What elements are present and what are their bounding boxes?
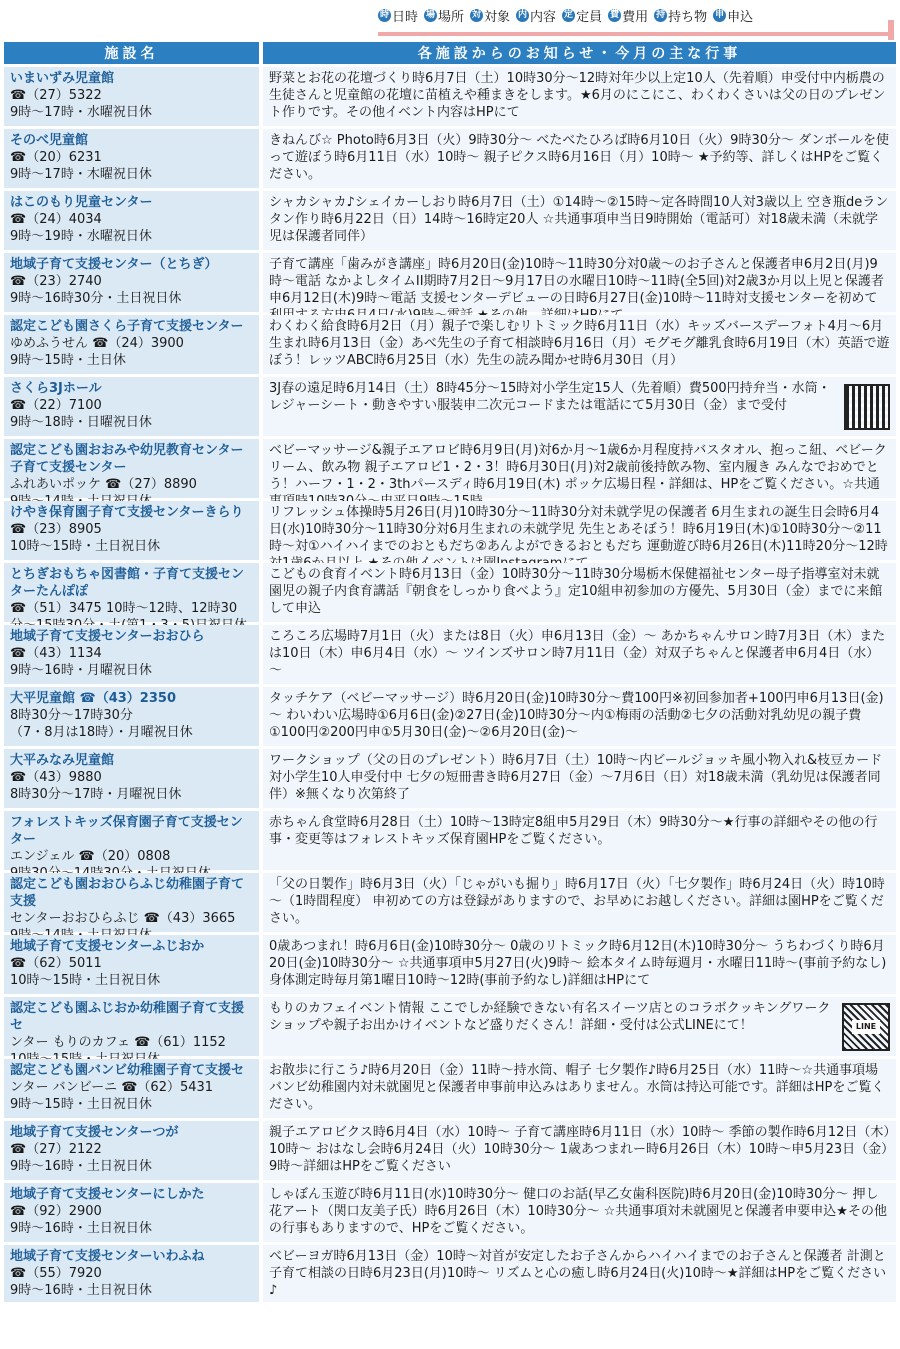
notice-text: 「父の日製作」時6月3日（火）「じゃがいも掘り」時6月17日（火）「七夕製作」時6月24日（火）時10時～（1時間程度） 申初めての方は登録がありますので、お早めにお越しください。詳細は園HPをご覧ください。 <box>269 877 885 926</box>
legend-label: 日時 <box>392 10 419 25</box>
facility-info-line: 9時～16時・土日祝日休 <box>10 1159 152 1174</box>
facility-cell <box>4 563 259 622</box>
facility-info-line: ☎（51）3475 10時～12時、12時30 <box>10 601 238 616</box>
facility-info-line: ☎（22）7100 <box>10 398 102 413</box>
facility-info-line: 8時30分～17時・月曜祝日休 <box>10 787 182 802</box>
facility-name: 地域子育て支援センターふじおか <box>10 939 205 954</box>
table-row <box>4 749 896 808</box>
facility-info-line: ☎（20）6231 <box>10 150 102 165</box>
table-row <box>4 873 896 932</box>
notice-cell <box>263 439 896 498</box>
facility-cell <box>4 1183 259 1242</box>
table-row <box>4 1245 896 1302</box>
table-row <box>4 1183 896 1242</box>
facility-name: 大平児童館 ☎（43）2350 <box>10 691 176 706</box>
facility-info-line: 9時～16時・土日祝日休 <box>10 1283 152 1298</box>
qr-code-icon[interactable] <box>844 384 890 430</box>
facility-name: 認定こども園バンビ幼稚園子育て支援セ <box>10 1063 245 1078</box>
legend-badge-icon: 時 <box>379 10 389 20</box>
legend-badge-icon: 定 <box>564 10 574 20</box>
facility-info-line: センターおおひらふじ ☎（43）3665 <box>10 911 236 926</box>
table-row <box>4 129 896 188</box>
facility-cell <box>4 315 259 374</box>
notice-cell <box>263 191 896 250</box>
facility-table <box>4 42 896 1305</box>
facility-info-line: ☎（23）2740 <box>10 274 102 289</box>
facility-cell <box>4 749 259 808</box>
table-row <box>4 1121 896 1180</box>
facility-info-line: ☎（24）4034 <box>10 212 102 227</box>
facility-info-line: ☎（27）5322 <box>10 88 102 103</box>
table-row <box>4 191 896 250</box>
legend-label: 持ち物 <box>668 10 708 25</box>
facility-name: とちぎおもちゃ図書館・子育て支援センターたんぽぽ <box>10 567 245 599</box>
facility-info-line: 9時～18時・日曜祝日休 <box>10 415 152 430</box>
facility-info-line: ゆめふうせん ☎（24）3900 <box>10 336 184 351</box>
facility-info-line: 10時～15時・土日祝日休 <box>10 539 161 554</box>
table-row <box>4 811 896 870</box>
facility-info-line: ンター もりのカフェ ☎（61）1152 <box>10 1035 226 1050</box>
table-row <box>4 315 896 374</box>
notice-text: シャカシャカ♪シェイカーしおり時6月7日（土）①14時～②15時～定各時間10人対3歳以上 空き瓶deランタン作り時6月22日（日）14時～16時定20人 ☆共通事項申当日9時開始（電話可）対18歳未満（未就学児は保護者同伴） <box>269 195 889 244</box>
facility-name: 認定こども園さくら子育て支援センター <box>10 319 244 334</box>
legend-label: 内容 <box>530 10 557 25</box>
legend-item <box>516 6 556 25</box>
facility-info-line: 9時～16時・月曜祝日休 <box>10 663 152 678</box>
legend-item <box>470 6 510 25</box>
facility-cell <box>4 253 259 312</box>
facility-info-line: ☎（55）7920 <box>10 1266 102 1281</box>
facility-cell <box>4 687 259 746</box>
notice-cell <box>263 129 896 188</box>
notice-text: 赤ちゃん食堂時6月28日（土）10時～13時定8組申5月29日（木）9時30分～★行事の詳細やその他の行事・変更等はフォレストキッズ保育園HPをご覧ください。 <box>269 815 878 847</box>
legend-label: 申込 <box>727 10 754 25</box>
facility-name: 地域子育て支援センターいわふね <box>10 1249 205 1264</box>
facility-cell <box>4 129 259 188</box>
legend-badge-icon: 持 <box>656 10 666 20</box>
facility-info-line: 9時～19時・水曜祝日休 <box>10 229 152 244</box>
legend-item <box>424 6 464 25</box>
notice-cell <box>263 1183 896 1242</box>
facility-info-line: ふれあいポッケ ☎（27）8890 <box>10 477 197 492</box>
table-row <box>4 67 896 126</box>
facility-column-header: 施設名 <box>4 42 259 64</box>
facility-cell <box>4 191 259 250</box>
facility-info-line: 9時～15時・土日祝日休 <box>10 1097 152 1112</box>
notice-text: ベビーマッサージ&親子エアロビ時6月9日(月)対6か月～1歳6か月程度持バスタオル、抱っこ紐、ベビークリーム、飲み物 親子エアロビ1・2・3！時6月30日(月)対2歳前後持飲み物、室内履き みんなでおめでとう！ハーフ・1・2・3thパースディ時6月19日(木) ポッケ広場日程・詳細は、HPをご覧ください。☆共通 <box>269 443 887 492</box>
notice-cell <box>263 1245 896 1302</box>
table-row <box>4 935 896 994</box>
legend-label: 費用 <box>622 10 649 25</box>
facility-info-line: ンター バンビーニ ☎（62）5431 <box>10 1080 214 1095</box>
legend-label: 定員 <box>576 10 603 25</box>
table-row <box>4 687 896 746</box>
notice-text: 子育て講座「歯みがき講座」時6月20日(金)10時～11時30分対0歳～のお子さんと保護者申6月2日(月)9時～電話 なかよしタイムII期時7月2日～9月17日の水曜日10時～11時(全5回)対2歳3か月以上児と保護者申6月12日(木)9時～電話 支援センターデビューの日時6月27日(金)10時～11時対支援センターを初めて <box>269 257 884 306</box>
legend-item <box>654 6 707 25</box>
notice-text: しゃぼん玉遊び時6月11日(水)10時30分～ 健口のお話(早乙女歯科医院)時6月20日(金)10時30分～ 押し花アート（関口友美子氏）時6月26日（木）10時30分～ ☆共通事項対未就園児と保護者申要申込★その他の行事もありますので、HPをご覧ください。 <box>269 1187 887 1236</box>
facility-cell <box>4 377 259 436</box>
facility-info-line: ☎（43）1134 <box>10 646 102 661</box>
facility-info-line: ☎（62）5011 <box>10 956 102 971</box>
notice-cell <box>263 935 896 994</box>
facility-name: 地域子育て支援センターにしかた <box>10 1187 205 1202</box>
legend-badge-icon: 内 <box>518 10 528 20</box>
legend-badge-icon: 対 <box>472 10 482 20</box>
facility-name: はこのもり児童センター <box>10 195 153 210</box>
notice-text: お散歩に行こう♪時6月20日（金）11時～持水筒、帽子 七夕製作♪時6月25日（水）11時～☆共通事項場バンビ幼稚園内対未就園児と保護者申事前申込みはありません。水筒は持込可能です。詳細はHPをご覧ください。 <box>269 1063 885 1112</box>
facility-info-line: ☎（27）2122 <box>10 1142 102 1157</box>
table-row <box>4 625 896 684</box>
facility-name: 地域子育て支援センターつが <box>10 1125 179 1140</box>
facility-info-line: 8時30分～17時30分 <box>10 708 133 723</box>
facility-cell <box>4 811 259 870</box>
notice-cell <box>263 1059 896 1118</box>
table-row <box>4 439 896 498</box>
notice-cell <box>263 625 896 684</box>
legend <box>378 6 888 36</box>
legend-item <box>562 6 602 25</box>
facility-name: 大平みなみ児童館 <box>10 753 115 768</box>
notice-cell <box>263 501 896 560</box>
legend-label: 場所 <box>438 10 465 25</box>
notice-text: もりのカフェイベント情報 ここでしか経験できない有名スイーツ店とのコラボクッキングワークショップや親子お出かけイベントなど盛りだくさん！詳細・受付は公式LINEにて！ <box>269 1001 831 1033</box>
notice-text: こどもの食育イベント時6月13日（金）10時30分～11時30分場栃木保健福祉センター母子指導室対未就園児の親子内食育講話『朝食をしっかり食べよう』定10組申初参加の方優先、5月30日（金）までに来館して申込 <box>269 567 883 616</box>
legend-item <box>608 6 648 25</box>
facility-name: 地域子育て支援センターおおひら <box>10 629 205 644</box>
notice-text: わくわく給食時6月2日（月）親子で楽しむリトミック時6月11日（水）キッズバースデーフォト4月～6月生まれ時6月13日（金）あべ先生の子育て相談時6月16日（月）モグモグ離乳食時6月19日（木）英語で遊ぼう！レッツABC時6月25日（水）先生の読み聞かせ時6月30日（月） <box>269 319 890 368</box>
facility-info-line: ☎（43）9880 <box>10 770 102 785</box>
facility-info-line: 9時～16時・土日祝日休 <box>10 1221 152 1236</box>
facility-info-line: 9時～17時・水曜祝日休 <box>10 105 152 120</box>
facility-cell <box>4 625 259 684</box>
notice-cell <box>263 997 896 1056</box>
table-header <box>4 42 896 64</box>
notice-cell <box>263 563 896 622</box>
facility-info-line: （7・8月は18時）・月曜祝日休 <box>10 725 193 740</box>
notice-cell <box>263 377 896 436</box>
legend-item <box>713 6 753 25</box>
line-qr-code-icon[interactable]: LINE <box>842 1003 890 1051</box>
notice-cell <box>263 749 896 808</box>
table-row <box>4 253 896 312</box>
notice-cell <box>263 687 896 746</box>
facility-cell <box>4 501 259 560</box>
notice-text: ころころ広場時7月1日（火）または8日（火）申6月13日（金）～ あかちゃんサロン時7月3日（木）または10日（木）申6月4日（水）～ ツインズサロン時7月11日（金）対双子ちゃんと保護者申6月4日（水）～ <box>269 629 886 678</box>
notice-text: 0歳あつまれ！時6月6日(金)10時30分～ 0歳のリトミック時6月12日(木)10時30分～ うちわづくり時6月20日(金)10時30分～ ☆共通事項申5月27日(火)9時～ 絵本タイム時毎週月・水曜日11時～(事前予約なし) 身体測定時毎月第1曜日10時～12時(事前予約なし)詳細はHPにて <box>269 939 887 988</box>
notice-cell <box>263 253 896 312</box>
notice-text: タッチケア（ベビーマッサージ）時6月20日(金)10時30分～費100円※初回参加者+100円申6月13日(金)～ わいわい広場時①6月6日(金)②27日(金)10時30分～内①梅雨の活動②七夕の活動対乳幼児の親子費①100円②200円申①5月30日(金)～②6月20日(金)～ <box>269 691 884 740</box>
header-decoration <box>888 20 894 40</box>
table-row <box>4 501 896 560</box>
facility-cell <box>4 1245 259 1302</box>
legend-badge-icon: 場 <box>426 10 436 20</box>
legend-badge-icon: 費 <box>610 10 620 20</box>
facility-name: フォレストキッズ保育園子育て支援センター <box>10 815 243 847</box>
facility-cell <box>4 997 259 1056</box>
facility-info-line: ☎（92）2900 <box>10 1204 102 1219</box>
facility-cell <box>4 1121 259 1180</box>
facility-name: 認定こども園おおみや幼児教育センター子育て支援センター <box>10 443 244 475</box>
table-row <box>4 563 896 622</box>
facility-name: いまいずみ児童館 <box>10 71 115 86</box>
facility-info-line: ☎（23）8905 <box>10 522 102 537</box>
facility-info-line: 9時～17時・木曜祝日休 <box>10 167 152 182</box>
notice-cell <box>263 1121 896 1180</box>
facility-name: けやき保育園子育て支援センターきらり <box>10 505 244 520</box>
notice-cell <box>263 873 896 932</box>
facility-cell <box>4 67 259 126</box>
facility-cell <box>4 935 259 994</box>
table-row <box>4 1059 896 1118</box>
notice-text: きねんび☆ Photo時6月3日（火）9時30分～ べたべたひろば時6月10日（火）9時30分～ ダンボールを使って遊ぼう時6月11日（水）10時～ 親子ピクス時6月16日（月）10時～ ★予約等、詳しくはHPをご覧ください。 <box>269 133 889 182</box>
facility-name: 地域子育て支援センター（とちぎ） <box>10 257 218 272</box>
table-row <box>4 997 896 1056</box>
facility-name: 認定こども園おおひらふじ幼稚園子育て支援 <box>10 877 245 909</box>
table-body <box>4 67 896 1302</box>
facility-name: そのべ児童館 <box>10 133 89 148</box>
facility-cell <box>4 1059 259 1118</box>
legend-label: 対象 <box>484 10 511 25</box>
notice-column-header: 各施設からのお知らせ・今月の主な行事 <box>263 42 896 64</box>
facility-info-line: エンジェル ☎（20）0808 <box>10 849 171 864</box>
table-row <box>4 377 896 436</box>
notice-text: ベビーヨガ時6月13日（金）10時～対首が安定したお子さんからハイハイまでのお子さんと保護者 計測と子育て相談の日時6月23日(月)10時～ リズムと心の癒し時6月24日(火)10時～★詳細はHPをご覧ください♪ <box>269 1249 887 1298</box>
facility-cell <box>4 873 259 932</box>
facility-name: さくら3Jホール <box>10 381 102 396</box>
facility-name: 認定こども園ふじおか幼稚園子育て支援セ <box>10 1001 245 1033</box>
notice-text: ワークショップ（父の日のプレゼント）時6月7日（土）10時～内ビールジョッキ風小物入れ&枝豆カード対小学生10人申受付中 七夕の短冊書き時6月27日（金）～7月6日（日）対18歳未満（乳幼児は保護者同伴）※無くなり次第終了 <box>269 753 883 802</box>
facility-info-line: 10時～15時・土日祝日休 <box>10 973 161 988</box>
notice-cell <box>263 811 896 870</box>
notice-text: リフレッシュ体操時5月26日(月)10時30分～11時30分対未就学児の保護者 6月生まれの誕生日会時6月4日(水)10時30分～11時30分対6月生まれの未就学児 先生とあそぼう！時6月19日(木)①10時30分～②11時～対①ハイハイまでのおともだち②あんよができるおともだち 運動遊び時6月26日(木)11時20分～12時 <box>269 505 888 554</box>
notice-text: 3J春の遠足時6月14日（土）8時45分～15時対小学生定15人（先着順）費500円持弁当・水筒・レジャーシート・動きやすい服装申二次元コードまたは電話にて5月30日（金）まで受付 <box>269 381 831 413</box>
facility-cell <box>4 439 259 498</box>
notice-cell <box>263 67 896 126</box>
notice-text: 野菜とお花の花壇づくり時6月7日（土）10時30分～12時対年少以上定10人（先着順）申受付中内栃農の生徒さんと児童館の花壇に苗植えや種まきをします。★6月のにこにこ、わくわくさいは父の日のプレゼント作りです。その他イベント内容はHPにて <box>269 71 886 120</box>
facility-info-line: 9時～16時30分・土日祝日休 <box>10 291 182 306</box>
facility-info-line: 9時～15時・土日休 <box>10 353 126 368</box>
legend-item <box>378 6 418 25</box>
notice-cell <box>263 315 896 374</box>
notice-text: 親子エアロビクス時6月4日（水）10時～ 子育て講座時6月11日（水）10時～ 季節の製作時6月12日（木）10時～ おはなし会時6月24日（火）10時30分～ 1歳あつまれー時6月26日（木）10時～申5月23日（金）9時～詳細はHPをご覧ください <box>269 1125 890 1174</box>
legend-badge-icon: 申 <box>715 10 725 20</box>
